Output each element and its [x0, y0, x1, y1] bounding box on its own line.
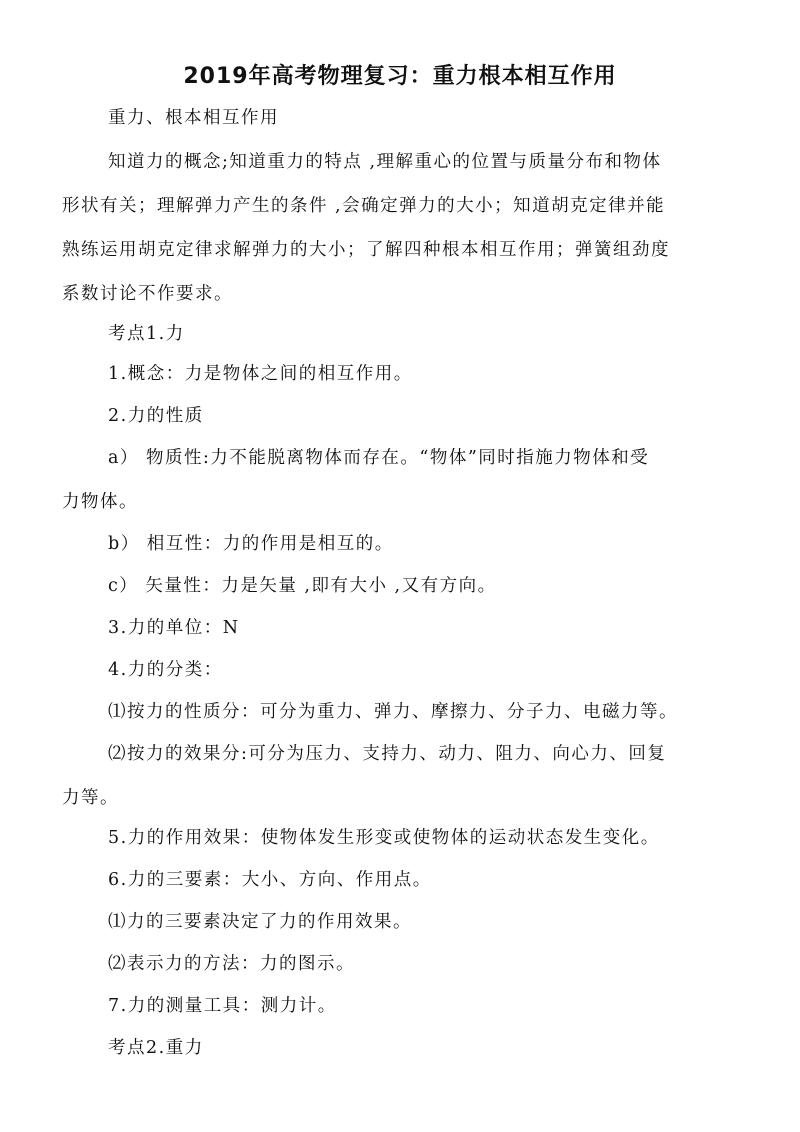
item-6-2: ⑵表示力的方法：力的图示。: [108, 954, 355, 974]
item-2c-vector: c） 矢量性：力是矢量 ,即有大小 ,又有方向。: [108, 576, 497, 596]
item-6-three-elements: 6.力的三要素：大小、方向、作用点。: [108, 870, 432, 890]
subtitle-text: 重力、根本相互作用: [108, 108, 279, 128]
item-2b-mutual: b） 相互性：力的作用是相互的。: [108, 534, 394, 554]
item-3-unit: 3.力的单位：N: [108, 618, 240, 638]
section-heading-kaodian-2: 考点2.重力: [108, 1038, 204, 1058]
item-2a-material: a） 物质性:力不能脱离物体而存在。“物体”同时指施力物体和受 力物体。: [62, 448, 650, 512]
intro-line-3: 熟练运用胡克定律求解弹力的大小；了解四种根本相互作用；弹簧组劲度: [62, 240, 670, 260]
document-title: 2019年高考物理复习：重力根本相互作用: [183, 64, 617, 89]
section-heading-kaodian-1: 考点1.力: [108, 324, 185, 344]
intro-line-2: 形状有关；理解弹力产生的条件 ,会确定弹力的大小；知道胡克定律并能: [62, 196, 666, 216]
intro-line-1: 知道力的概念;知道重力的特点 ,理解重心的位置与质量分布和物体: [108, 152, 662, 172]
item-4-1-by-nature: ⑴按力的性质分：可分为重力、弹力、摩擦力、分子力、电磁力等。: [108, 702, 678, 722]
item-4-2-by-effect: ⑵按力的效果分:可分为压力、支持力、动力、阻力、向心力、回复 力等。: [62, 744, 667, 808]
item-7-measure-tool: 7.力的测量工具：测力计。: [108, 996, 337, 1016]
item-2-properties: 2.力的性质: [108, 406, 204, 426]
intro-paragraph: [62, 140, 742, 316]
item-5-effect: 5.力的作用效果：使物体发生形变或使物体的运动状态发生变化。: [108, 828, 660, 848]
intro-line-4: 系数讨论不作要求。: [62, 284, 233, 304]
item-4-classification: 4.力的分类：: [108, 660, 223, 680]
item-6-1: ⑴力的三要素决定了力的作用效果。: [108, 912, 412, 932]
item-1-concept: 1.概念：力是物体之间的相互作用。: [108, 364, 413, 384]
document-subtitle: [62, 96, 742, 140]
